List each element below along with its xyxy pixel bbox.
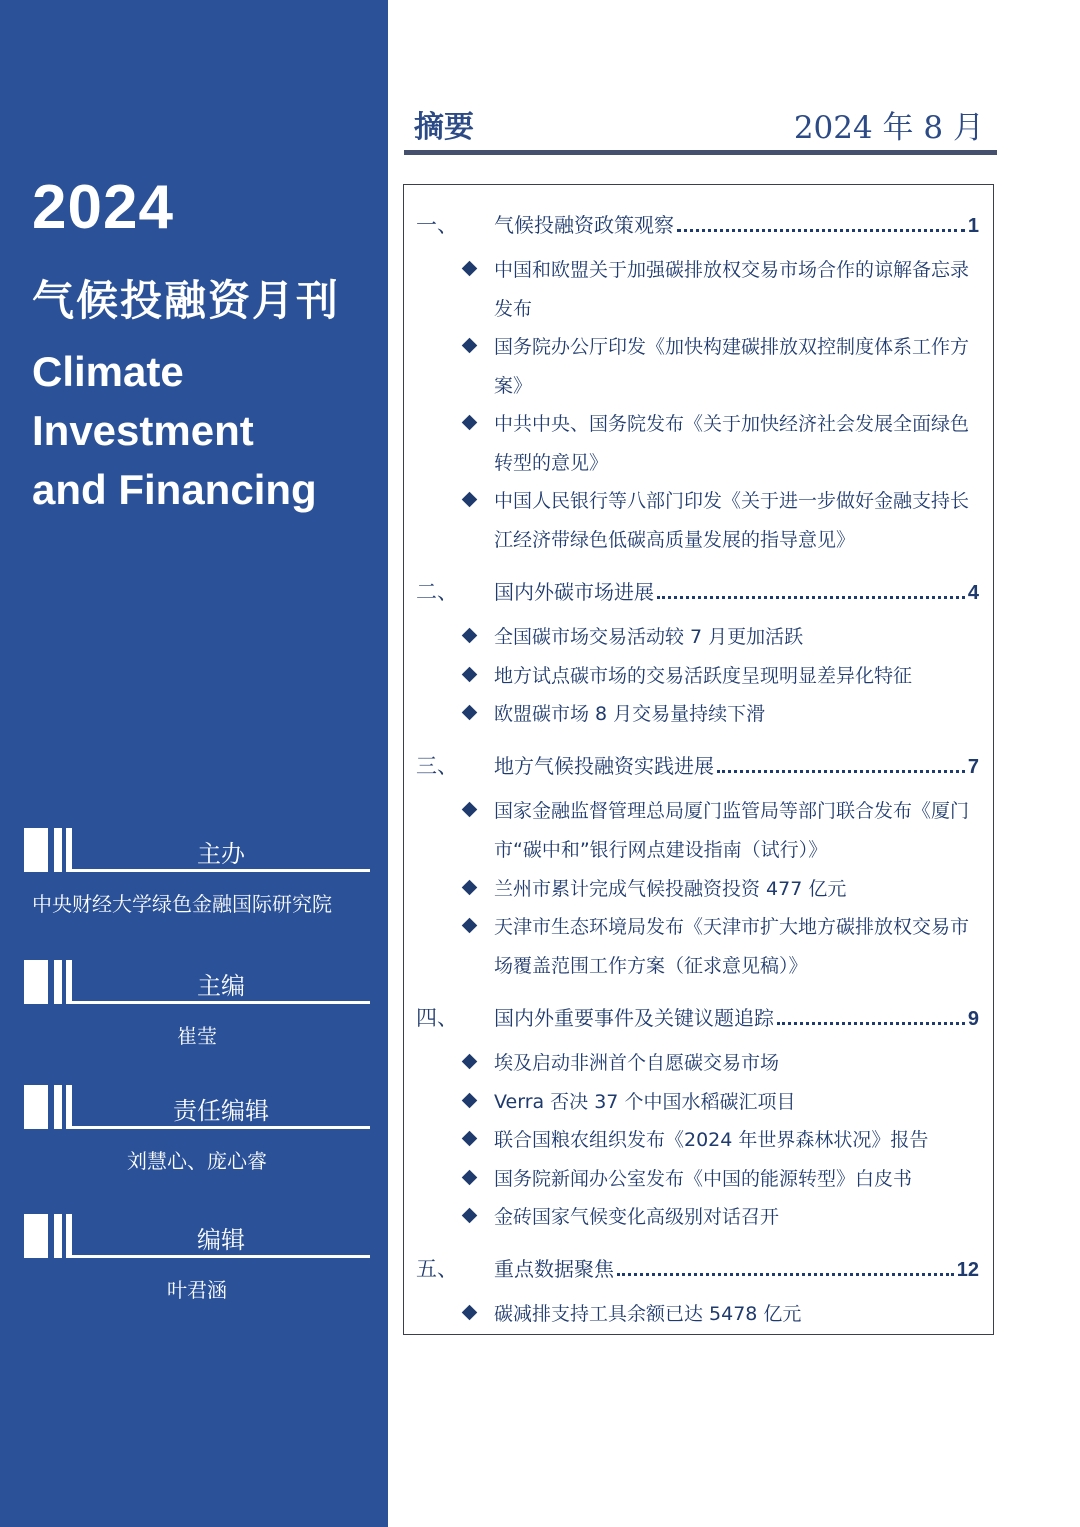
diamond-bullet-icon bbox=[460, 1295, 482, 1333]
toc-item[interactable] bbox=[460, 695, 981, 734]
credit-chief-editor bbox=[24, 960, 370, 1049]
credit-label: 编辑 bbox=[197, 1226, 245, 1254]
credit-value: 中央财经大学绿色金融国际研究院 bbox=[32, 892, 332, 916]
credit-host bbox=[24, 828, 370, 917]
dot-leader bbox=[717, 770, 965, 773]
table-of-contents bbox=[403, 184, 994, 1335]
credit-label: 主编 bbox=[197, 972, 245, 1000]
toc-item[interactable] bbox=[460, 482, 981, 559]
credit-responsible-editor bbox=[24, 1085, 370, 1174]
bar-decoration-icon bbox=[24, 960, 76, 1004]
bar-decoration-icon bbox=[24, 1214, 76, 1258]
cover-title-en-line: and Financing bbox=[32, 466, 317, 513]
section-number: 五、 bbox=[416, 1257, 458, 1281]
dot-leader bbox=[777, 1022, 965, 1025]
toc-item[interactable] bbox=[460, 1198, 981, 1237]
item-text: 金砖国家气候变化高级别对话召开 bbox=[494, 1206, 780, 1228]
divider bbox=[72, 869, 370, 872]
item-text: 欧盟碳市场 8 月交易量持续下滑 bbox=[494, 703, 766, 725]
issue-date: 2024 年 8 月 bbox=[793, 110, 984, 146]
diamond-bullet-icon bbox=[460, 1044, 482, 1082]
credit-label: 责任编辑 bbox=[173, 1097, 269, 1125]
diamond-bullet-icon bbox=[460, 908, 482, 946]
section-title: 国内外碳市场进展 bbox=[494, 580, 654, 604]
divider bbox=[72, 1001, 370, 1004]
page-number: 7 bbox=[967, 756, 979, 778]
item-text: 埃及启动非洲首个自愿碳交易市场 bbox=[494, 1052, 780, 1074]
item-text: 国务院办公厅印发《加快构建碳排放双控制度体系工作方案》 bbox=[494, 336, 970, 397]
toc-item[interactable] bbox=[460, 908, 981, 985]
diamond-bullet-icon bbox=[460, 405, 482, 443]
toc-item[interactable] bbox=[460, 1083, 981, 1122]
section-title: 气候投融资政策观察 bbox=[494, 213, 674, 237]
dot-leader bbox=[617, 1273, 954, 1276]
item-text: 国务院新闻办公室发布《中国的能源转型》白皮书 bbox=[494, 1168, 913, 1190]
cover-sidebar bbox=[0, 0, 388, 1527]
item-text: 联合国粮农组织发布《2024 年世界森林状况》报告 bbox=[494, 1129, 929, 1151]
section-title: 国内外重要事件及关键议题追踪 bbox=[494, 1006, 774, 1030]
page-title: 摘要 bbox=[414, 110, 474, 145]
credit-editor bbox=[24, 1214, 370, 1303]
bar-decoration-icon bbox=[24, 1085, 76, 1129]
cover-title-en-line: Climate bbox=[32, 348, 184, 395]
toc-item[interactable] bbox=[460, 405, 981, 482]
diamond-bullet-icon bbox=[460, 792, 482, 830]
credit-value: 刘慧心、庞心睿 bbox=[127, 1149, 267, 1173]
section-title: 地方气候投融资实践进展 bbox=[494, 754, 714, 778]
page-number: 4 bbox=[967, 582, 979, 604]
cover-title-cn: 气候投融资月刊 bbox=[32, 276, 341, 325]
credit-value: 叶君涵 bbox=[167, 1278, 227, 1302]
dot-leader bbox=[677, 229, 965, 232]
item-text: 天津市生态环境局发布《天津市扩大地方碳排放权交易市场覆盖范围工作方案（征求意见稿）》 bbox=[494, 916, 970, 977]
item-text: 中国人民银行等八部门印发《关于进一步做好金融支持长江经济带绿色低碳高质量发展的指导意见》 bbox=[494, 490, 970, 551]
diamond-bullet-icon bbox=[460, 1160, 482, 1198]
diamond-bullet-icon bbox=[460, 618, 482, 656]
section-number: 一、 bbox=[416, 213, 458, 237]
section-number: 四、 bbox=[416, 1006, 458, 1030]
toc-item[interactable] bbox=[460, 1160, 981, 1199]
item-text: 全国碳市场交易活动较 7 月更加活跃 bbox=[494, 626, 804, 648]
cover-year: 2024 bbox=[32, 173, 174, 242]
diamond-bullet-icon bbox=[460, 1198, 482, 1236]
section-number: 三、 bbox=[416, 754, 458, 778]
credit-value: 崔莹 bbox=[177, 1024, 217, 1048]
toc-section[interactable] bbox=[416, 1253, 979, 1283]
divider bbox=[72, 1126, 370, 1129]
diamond-bullet-icon bbox=[460, 695, 482, 733]
section-number: 二、 bbox=[416, 580, 458, 604]
cover-title-en bbox=[32, 342, 317, 519]
page-number: 9 bbox=[967, 1008, 979, 1030]
toc-section[interactable] bbox=[416, 750, 979, 780]
toc-item[interactable] bbox=[460, 618, 981, 657]
cover-title-en-line: Investment bbox=[32, 407, 254, 454]
page-number: 1 bbox=[967, 215, 979, 237]
diamond-bullet-icon bbox=[460, 1083, 482, 1121]
bar-decoration-icon bbox=[24, 828, 76, 872]
diamond-bullet-icon bbox=[460, 482, 482, 520]
header-divider bbox=[404, 150, 997, 155]
toc-item[interactable] bbox=[460, 870, 981, 909]
toc-item[interactable] bbox=[460, 657, 981, 696]
item-text: Verra 否决 37 个中国水稻碳汇项目 bbox=[494, 1091, 796, 1113]
toc-item[interactable] bbox=[460, 1044, 981, 1083]
toc-item[interactable] bbox=[460, 792, 981, 869]
toc-section[interactable] bbox=[416, 1002, 979, 1032]
toc-section[interactable] bbox=[416, 576, 979, 606]
credit-label: 主办 bbox=[197, 840, 245, 868]
toc-item[interactable] bbox=[460, 328, 981, 405]
item-text: 国家金融监督管理总局厦门监管局等部门联合发布《厦门市“碳中和”银行网点建设指南（试行）》 bbox=[494, 800, 970, 861]
diamond-bullet-icon bbox=[460, 1121, 482, 1159]
item-text: 碳减排支持工具余额已达 5478 亿元 bbox=[494, 1303, 802, 1325]
item-text: 中国和欧盟关于加强碳排放权交易市场合作的谅解备忘录发布 bbox=[494, 259, 970, 320]
section-title: 重点数据聚焦 bbox=[494, 1257, 614, 1281]
diamond-bullet-icon bbox=[460, 251, 482, 289]
toc-item[interactable] bbox=[460, 251, 981, 328]
toc-item[interactable] bbox=[460, 1121, 981, 1160]
diamond-bullet-icon bbox=[460, 328, 482, 366]
item-text: 中共中央、国务院发布《关于加快经济社会发展全面绿色转型的意见》 bbox=[494, 413, 970, 474]
item-text: 地方试点碳市场的交易活跃度呈现明显差异化特征 bbox=[494, 665, 913, 687]
divider bbox=[72, 1255, 370, 1258]
page-number: 12 bbox=[956, 1259, 979, 1281]
dot-leader bbox=[657, 596, 965, 599]
item-text: 兰州市累计完成气候投融资投资 477 亿元 bbox=[494, 878, 847, 900]
toc-item[interactable] bbox=[460, 1295, 981, 1334]
toc-section[interactable] bbox=[416, 209, 979, 239]
diamond-bullet-icon bbox=[460, 657, 482, 695]
diamond-bullet-icon bbox=[460, 870, 482, 908]
